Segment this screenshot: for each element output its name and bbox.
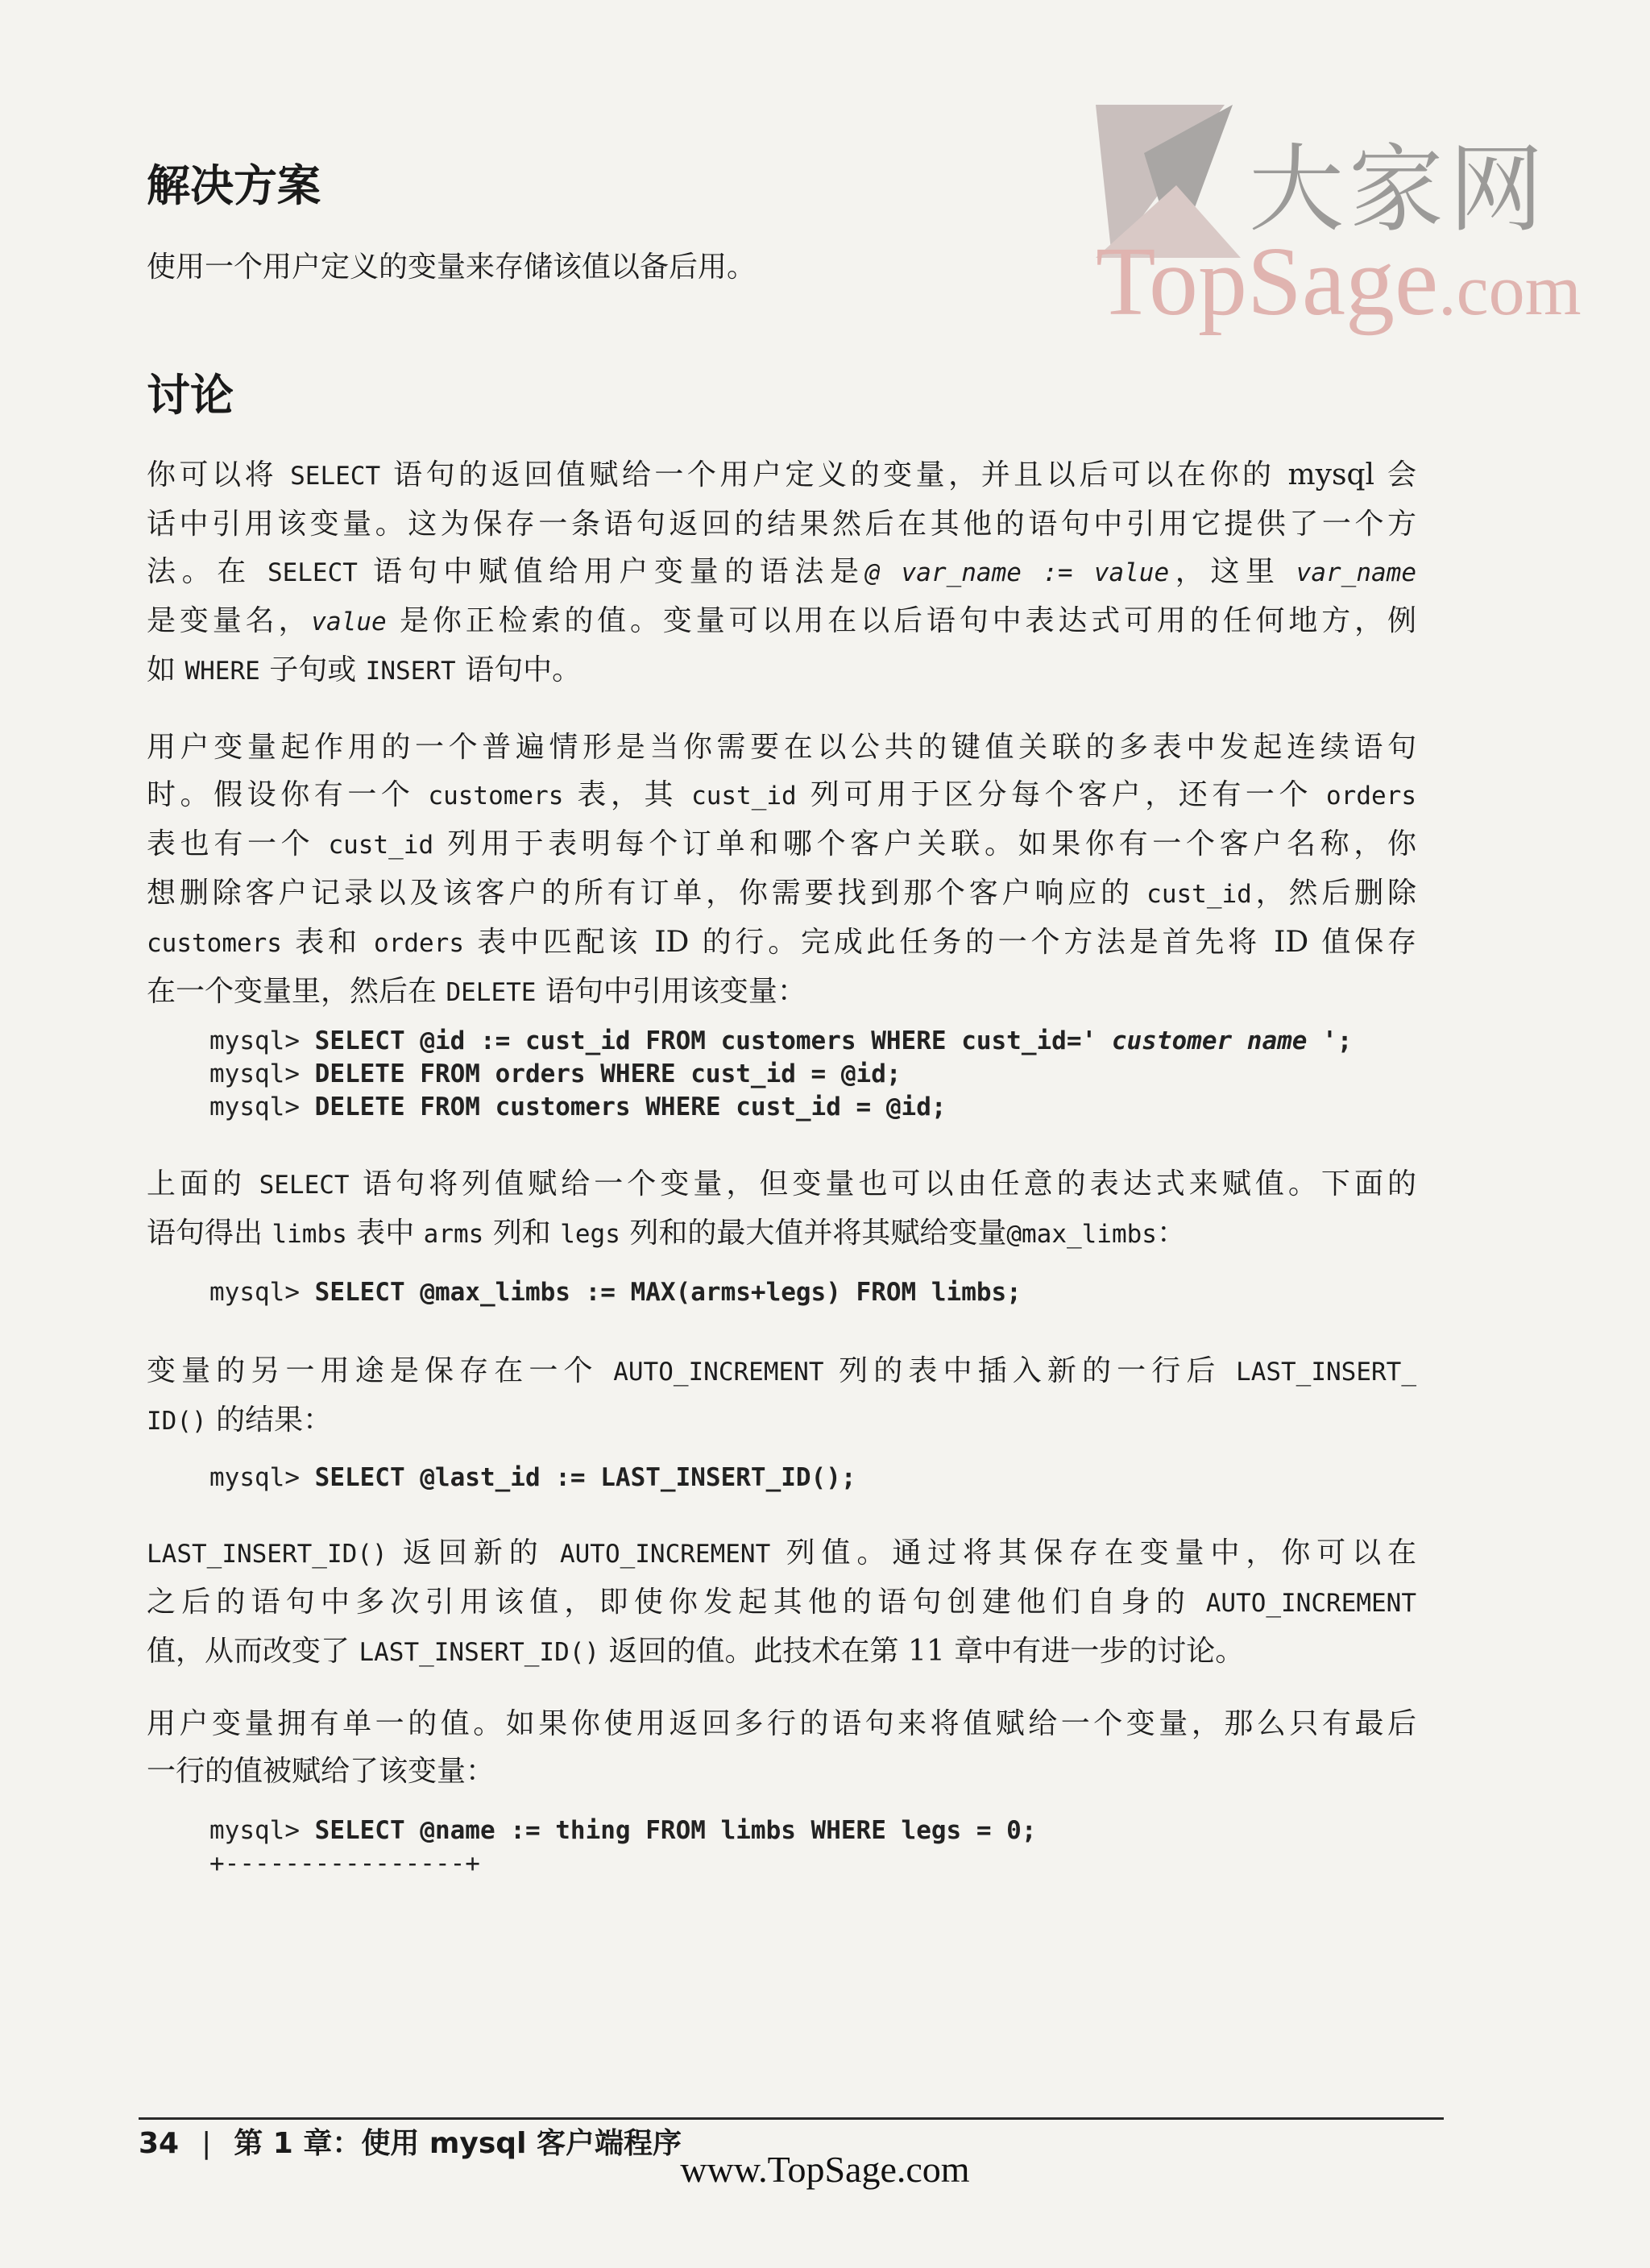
discussion-paragraph-5 — [147, 1529, 1416, 1677]
code-line: mysql> SELECT @name := thing FROM limbs WHERE legs = 0; — [209, 1816, 1037, 1845]
discussion-heading: 讨论 — [147, 370, 234, 421]
text-line: 时。假设你有一个 customers 表，其 cust_id 列可用于区分每个客户，还有一个 orders — [147, 778, 1416, 811]
code-block-last-id — [209, 1462, 856, 1495]
inline-code: AUTO_INCREMENT — [1205, 1589, 1416, 1618]
inline-code: DELETE — [446, 978, 537, 1007]
text-line: 之后的语句中多次引用该值，即使你发起其他的语句创建他们自身的 AUTO_INCREMENT — [147, 1586, 1416, 1619]
inline-code: SELECT — [259, 1171, 350, 1200]
inline-code: ID() — [147, 1407, 207, 1436]
inline-code: arms — [423, 1220, 484, 1249]
text-line: 是变量名，value 是你正检索的值。变量可以用在以后语句中表达式可用的任何地方，例 — [147, 604, 1416, 637]
inline-code: limbs — [272, 1220, 347, 1249]
inline-code: legs — [560, 1220, 620, 1249]
text-line: 变量的另一用途是保存在一个 AUTO_INCREMENT 列的表中插入新的一行后 LAST_INSERT_ — [147, 1354, 1416, 1387]
discussion-paragraph-1 — [147, 451, 1416, 695]
text-line: 用户变量拥有单一的值。如果你使用返回多行的语句来将值赋给一个变量，那么只有最后 — [147, 1707, 1416, 1740]
code-line: mysql> SELECT @last_id := LAST_INSERT_ID(); — [209, 1463, 856, 1492]
text-line: 你可以将 SELECT 语句的返回值赋给一个用户定义的变量，并且以后可以在你的 mysql 会 — [147, 458, 1416, 491]
inline-code: AUTO_INCREMENT — [613, 1358, 824, 1387]
inline-code: customers — [147, 929, 282, 958]
inline-code: INSERT — [365, 657, 456, 686]
text-line: 想删除客户记录以及该客户的所有订单，你需要找到那个客户响应的 cust_id，然后删除 — [147, 877, 1416, 910]
watermark-english-text: TopSage.com — [1096, 227, 1582, 336]
inline-code: cust_id — [328, 831, 434, 860]
code-line: mysql> SELECT @id := cust_id FROM customers WHERE cust_id=' customer name '; — [209, 1026, 1353, 1055]
inline-code: WHERE — [184, 657, 260, 686]
code-line: +----------------+ — [209, 1849, 480, 1878]
text-line: 值，从而改变了 LAST_INSERT_ID() 返回的值。此技术在第 11 章中有进一步的讨论。 — [147, 1635, 1245, 1668]
text-line: 一行的值被赋给了该变量： — [147, 1755, 495, 1788]
text-line: 上面的 SELECT 语句将列值赋给一个变量，但变量也可以由任意的表达式来赋值。下面的 — [147, 1167, 1416, 1200]
inline-code: orders — [1326, 782, 1416, 811]
inline-code-italic: @ var_name := value — [864, 558, 1170, 587]
code-line: mysql> DELETE FROM orders WHERE cust_id = @id; — [209, 1059, 902, 1088]
text-line: 话中引用该变量。这为保存一条语句返回的结果然后在其他的语句中引用它提供了一个方 — [147, 508, 1416, 541]
inline-code: orders — [374, 929, 464, 958]
code-block-delete — [209, 1025, 1352, 1124]
text-line: 用户变量起作用的一个普遍情形是当你需要在以公共的键值关联的多表中发起连续语句 — [147, 731, 1416, 764]
discussion-paragraph-4 — [147, 1347, 1416, 1445]
inline-code-italic: var_name — [1296, 558, 1416, 587]
discussion-paragraph-6 — [147, 1700, 1416, 1795]
page-number: 34 — [139, 2127, 180, 2160]
code-line: mysql> DELETE FROM customers WHERE cust_id = @id; — [209, 1093, 947, 1122]
text-line: 法。在 SELECT 语句中赋值给用户变量的语法是@ var_name := value，这里 var_name — [147, 555, 1416, 588]
topsage-watermark-logo — [1080, 89, 1582, 355]
inline-code: AUTO_INCREMENT — [559, 1540, 771, 1569]
inline-code: SELECT — [290, 462, 381, 491]
inline-code: SELECT — [267, 558, 358, 587]
watermark-chinese-text: 大家网 — [1249, 134, 1549, 245]
inline-code: @max_limbs — [1006, 1220, 1157, 1249]
inline-code: LAST_INSERT_ID() — [359, 1638, 600, 1667]
inline-code: cust_id — [691, 782, 797, 811]
text-line: 表也有一个 cust_id 列用于表明每个订单和哪个客户关联。如果你有一个客户名称，你 — [147, 827, 1416, 860]
footer-separator: | — [201, 2127, 212, 2160]
inline-code: LAST_INSERT_ID() — [147, 1540, 388, 1569]
chapter-title: 第 1 章：使用 mysql 客户端程序 — [234, 2127, 682, 2160]
solution-paragraph: 使用一个用户定义的变量来存储该值以备后用。 — [147, 251, 757, 284]
site-url: www.TopSage.com — [680, 2149, 970, 2190]
footer-rule — [139, 2117, 1444, 2120]
discussion-paragraph-3 — [147, 1160, 1416, 1258]
text-line: customers 表和 orders 表中匹配该 ID 的行。完成此任务的一个方法是首先将 ID 值保存 — [147, 926, 1416, 959]
text-line: 如 WHERE 子句或 INSERT 语句中。 — [147, 653, 582, 686]
inline-code: customers — [428, 782, 564, 811]
text-line: LAST_INSERT_ID() 返回新的 AUTO_INCREMENT 列值。通过将其保存在变量中，你可以在 — [147, 1536, 1416, 1569]
inline-code: LAST_INSERT_ — [1236, 1358, 1416, 1387]
discussion-paragraph-2 — [147, 724, 1416, 1017]
text-line: ID() 的结果： — [147, 1404, 333, 1437]
code-line: mysql> SELECT @max_limbs := MAX(arms+legs) FROM limbs; — [209, 1278, 1022, 1307]
text-line: 语句得出 limbs 表中 arms 列和 legs 列和的最大值并将其赋给变量@max_limbs： — [147, 1217, 1186, 1250]
code-block-max-limbs — [209, 1276, 1022, 1309]
code-block-name — [209, 1814, 1037, 1880]
text-line: 在一个变量里，然后在 DELETE 语句中引用该变量： — [147, 975, 806, 1008]
solution-heading: 解决方案 — [147, 160, 321, 211]
inline-code: cust_id — [1146, 880, 1252, 909]
inline-code-italic: value — [311, 607, 387, 636]
